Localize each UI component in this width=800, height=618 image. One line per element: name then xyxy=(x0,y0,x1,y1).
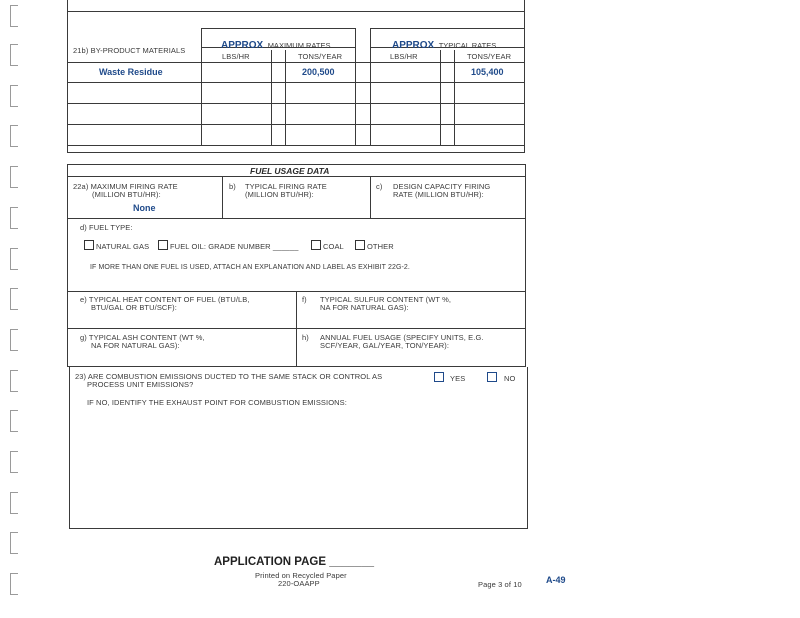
q22b-letter: b) xyxy=(229,182,236,191)
q22h-label-2: SCF/YEAR, GAL/YEAR, TON/YEAR): xyxy=(320,341,450,350)
q23-label: 23) ARE COMBUSTION EMISSIONS DUCTED TO THE SAME STACK OR CONTROL AS xyxy=(75,372,383,381)
byproduct-label: 21b) BY-PRODUCT MATERIALS xyxy=(73,46,186,55)
q22f-label: TYPICAL SULFUR CONTENT (WT %, xyxy=(320,295,452,304)
max-tons-year-value[interactable]: 200,500 xyxy=(302,67,335,77)
q22h-letter: h) xyxy=(302,333,309,342)
typical-rates-header xyxy=(392,35,496,53)
q22b-label: TYPICAL FIRING RATE xyxy=(245,182,327,191)
binder-hole xyxy=(10,451,18,473)
q22c-unit: RATE (MILLION BTU/HR): xyxy=(393,190,484,199)
q22a-label: 22a) MAXIMUM FIRING RATE xyxy=(73,182,178,191)
col-tons-year-typ: TONS/YEAR xyxy=(467,52,512,61)
q22f-label-2: NA FOR NATURAL GAS): xyxy=(320,303,409,312)
binder-hole xyxy=(10,532,18,554)
q22h-label: ANNUAL FUEL USAGE (SPECIFY UNITS, E.G. xyxy=(320,333,484,342)
binder-hole xyxy=(10,85,18,107)
col-tons-year-max: TONS/YEAR xyxy=(298,52,343,61)
page-tag: A-49 xyxy=(546,575,566,585)
no-label: NO xyxy=(504,374,516,383)
yes-label: YES xyxy=(450,374,466,383)
binder-hole xyxy=(10,44,18,66)
binder-hole xyxy=(10,288,18,310)
q22f-letter: f) xyxy=(302,295,307,304)
material-name[interactable]: Waste Residue xyxy=(99,67,163,77)
typ-tons-year-value[interactable]: 105,400 xyxy=(471,67,504,77)
q23-note: IF NO, IDENTIFY THE EXHAUST POINT FOR COMBUSTION EMISSIONS: xyxy=(87,398,347,407)
coal-label: COAL xyxy=(323,242,344,251)
natural-gas-label: NATURAL GAS xyxy=(96,242,150,251)
binder-hole xyxy=(10,370,18,392)
no-checkbox[interactable] xyxy=(487,372,497,382)
fuel-oil-label: FUEL OIL: GRADE NUMBER ______ xyxy=(170,242,299,251)
natural-gas-checkbox[interactable] xyxy=(84,240,94,250)
fuel-usage-title: FUEL USAGE DATA xyxy=(250,166,330,176)
q22c-letter: c) xyxy=(376,182,383,191)
max-rates-header xyxy=(221,35,330,53)
multi-fuel-note: IF MORE THAN ONE FUEL IS USED, ATTACH AN EXPLANATION AND LABEL AS EXHIBIT 22G-2. xyxy=(90,264,410,271)
recycled-paper-note: Printed on Recycled Paper xyxy=(255,571,347,580)
coal-checkbox[interactable] xyxy=(311,240,321,250)
q22b-unit: (MILLION BTU/HR): xyxy=(245,190,314,199)
q22e-label-2: BTU/GAL OR BTU/SCF): xyxy=(91,303,177,312)
typ-rates-label: TYPICAL RATES xyxy=(438,41,497,50)
yes-checkbox[interactable] xyxy=(434,372,444,382)
binder-hole xyxy=(10,207,18,229)
binder-hole xyxy=(10,410,18,432)
binder-hole xyxy=(10,166,18,188)
q22g-label: g) TYPICAL ASH CONTENT (WT %, xyxy=(80,333,205,342)
max-approx-label: APPROX xyxy=(221,40,264,51)
q22g-label-2: NA FOR NATURAL GAS): xyxy=(91,341,180,350)
q22d-label: d) FUEL TYPE: xyxy=(80,223,133,232)
binder-hole xyxy=(10,329,18,351)
fuel-oil-checkbox[interactable] xyxy=(158,240,168,250)
application-page-label: APPLICATION PAGE _______ xyxy=(214,556,374,568)
binder-hole xyxy=(10,5,18,27)
col-lbs-hr-typ: LBS/HR xyxy=(390,52,418,61)
max-firing-rate-value[interactable]: None xyxy=(133,203,156,213)
binder-hole xyxy=(10,492,18,514)
binder-hole xyxy=(10,573,18,595)
page-of-label: Page 3 of 10 xyxy=(478,580,522,589)
other-label: OTHER xyxy=(367,242,394,251)
binder-hole xyxy=(10,125,18,147)
max-rates-label: MAXIMUM RATES xyxy=(267,41,331,50)
other-checkbox[interactable] xyxy=(355,240,365,250)
form-code: 220-OAAPP xyxy=(278,579,320,588)
q22e-label: e) TYPICAL HEAT CONTENT OF FUEL (BTU/LB, xyxy=(80,295,250,304)
binder-hole xyxy=(10,248,18,270)
col-lbs-hr-max: LBS/HR xyxy=(222,52,250,61)
q22a-unit: (MILLION BTU/HR): xyxy=(92,190,161,199)
typ-approx-label: APPROX xyxy=(392,40,435,51)
q23-label-2: PROCESS UNIT EMISSIONS? xyxy=(87,380,194,389)
q22c-label: DESIGN CAPACITY FIRING xyxy=(393,182,491,191)
